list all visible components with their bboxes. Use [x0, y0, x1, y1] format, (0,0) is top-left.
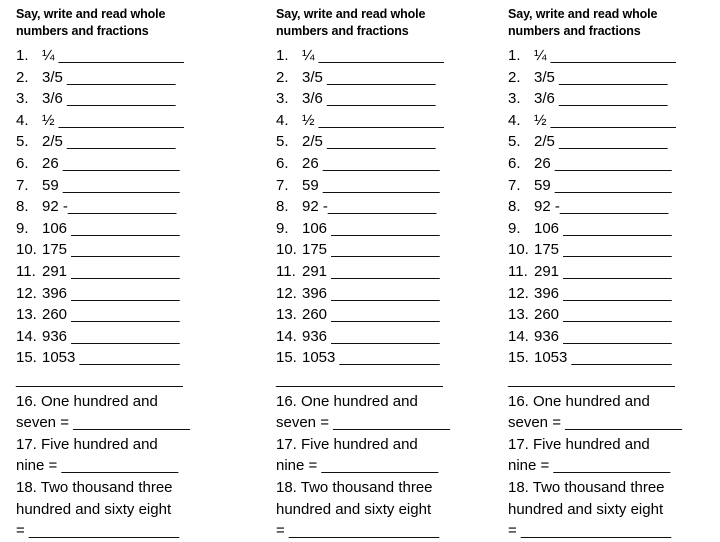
- question-line: [508, 218, 672, 240]
- question-number: 4.: [276, 111, 289, 129]
- question-text: 936 _____________: [534, 327, 672, 345]
- question-text: 291 _____________: [302, 263, 440, 280]
- question-line: [16, 196, 176, 218]
- question-line: [276, 347, 440, 369]
- question-line: [508, 283, 672, 305]
- question-text: 17. Five hundred and: [508, 435, 650, 453]
- question-number: 2.: [508, 68, 521, 86]
- question-text: 16. One hundred and: [508, 392, 650, 410]
- question-line: [276, 45, 444, 67]
- question-number: 11.: [276, 263, 296, 280]
- question-text: 16. One hundred and: [16, 392, 158, 410]
- question-text: = __________________: [508, 522, 672, 540]
- question-text: 3/6 _____________: [302, 90, 436, 108]
- question-number: 5.: [16, 133, 29, 151]
- question-line: [508, 131, 667, 153]
- question-line: [276, 499, 431, 521]
- question-text: ¼ _______________: [534, 47, 676, 64]
- question-line: [508, 196, 668, 218]
- question-number: 4.: [508, 111, 521, 129]
- question-number: 9.: [276, 219, 289, 237]
- question-number: 7.: [508, 176, 521, 194]
- worksheet-title: Say, write and read whole numbers and fractions: [508, 7, 658, 38]
- question-text: = __________________: [276, 522, 440, 540]
- question-line: [276, 434, 418, 456]
- question-line: [16, 239, 180, 261]
- question-text: ½ _______________: [534, 111, 676, 129]
- question-text: 175 _____________: [534, 241, 672, 259]
- question-line: [276, 391, 418, 413]
- question-text: 260 _____________: [302, 306, 440, 324]
- question-line: [16, 412, 190, 434]
- question-text: nine = ______________: [276, 457, 439, 475]
- question-line: [276, 218, 440, 240]
- question-text: hundred and sixty eight: [276, 500, 432, 518]
- question-line: [16, 347, 180, 369]
- question-text: 26 ______________: [302, 155, 440, 172]
- question-line: [508, 369, 675, 391]
- question-number: 6.: [276, 155, 289, 172]
- question-number: 15.: [508, 349, 529, 367]
- question-number: 4.: [16, 111, 29, 129]
- question-line: [276, 196, 436, 218]
- question-line: [16, 67, 175, 89]
- question-line: [16, 218, 180, 240]
- question-text: 396 _____________: [42, 284, 180, 302]
- question-line: [16, 283, 180, 305]
- question-text: seven = ______________: [276, 414, 450, 432]
- question-text: 1053 ____________: [534, 349, 672, 367]
- question-text: 2/5 _____________: [42, 133, 176, 151]
- question-number: 12.: [508, 284, 529, 302]
- question-text: 3/6 _____________: [534, 90, 668, 108]
- question-text: 106 _____________: [534, 219, 672, 237]
- question-line: [276, 261, 440, 283]
- question-number: 2.: [16, 68, 29, 86]
- question-line: [508, 326, 672, 348]
- worksheet-title: Say, write and read whole numbers and fractions: [276, 7, 426, 38]
- question-line: [16, 175, 180, 197]
- question-number: 13.: [276, 306, 297, 324]
- question-line: [276, 110, 444, 132]
- question-text: 3/5 _____________: [42, 68, 176, 86]
- question-text: 17. Five hundred and: [276, 435, 418, 453]
- question-line: [508, 175, 672, 197]
- question-text: ____________________: [508, 371, 675, 388]
- question-text: 396 _____________: [302, 284, 440, 302]
- question-number: 1.: [16, 47, 29, 64]
- question-line: [508, 110, 676, 132]
- question-number: 14.: [508, 327, 529, 345]
- question-line: [16, 477, 173, 499]
- question-line: [16, 499, 171, 521]
- question-line: [16, 434, 158, 456]
- question-line: [16, 45, 184, 67]
- question-text: ¼ _______________: [42, 47, 184, 64]
- question-number: 6.: [508, 155, 521, 172]
- question-line: [276, 239, 440, 261]
- question-number: 12.: [16, 284, 37, 302]
- question-text: ½ _______________: [42, 111, 184, 129]
- question-text: nine = ______________: [16, 457, 179, 475]
- question-number: 15.: [16, 349, 37, 367]
- question-text: 26 ______________: [42, 155, 180, 172]
- question-line: [508, 304, 672, 326]
- question-line: [508, 455, 670, 477]
- question-text: 1053 ____________: [302, 349, 440, 367]
- question-line: [16, 520, 179, 542]
- question-text: 17. Five hundred and: [16, 435, 158, 453]
- question-number: 14.: [16, 327, 37, 345]
- question-text: 291 _____________: [534, 263, 672, 280]
- question-line: [276, 67, 435, 89]
- question-number: 3.: [16, 90, 29, 108]
- question-number: 1.: [276, 47, 289, 64]
- question-number: 11.: [16, 263, 36, 280]
- question-line: [508, 499, 663, 521]
- question-text: seven = ______________: [508, 414, 682, 432]
- question-text: 175 _____________: [42, 241, 180, 259]
- question-text: 260 _____________: [42, 306, 180, 324]
- question-line: [276, 153, 440, 175]
- question-line: [16, 153, 180, 175]
- question-text: 3/6 _____________: [42, 90, 176, 108]
- question-line: [276, 520, 439, 542]
- question-number: 9.: [16, 219, 29, 237]
- question-text: 2/5 _____________: [302, 133, 436, 151]
- question-line: [276, 455, 438, 477]
- question-line: [508, 347, 672, 369]
- question-text: 936 _____________: [42, 327, 180, 345]
- question-text: ½ _______________: [302, 111, 444, 129]
- question-number: 7.: [16, 176, 29, 194]
- question-number: 3.: [508, 90, 521, 108]
- question-number: 3.: [276, 90, 289, 108]
- question-text: 396 _____________: [534, 284, 672, 302]
- question-line: [16, 304, 180, 326]
- question-line: [16, 391, 158, 413]
- question-number: 15.: [276, 349, 297, 367]
- question-number: 6.: [16, 155, 29, 172]
- question-text: hundred and sixty eight: [508, 500, 664, 518]
- question-text: nine = ______________: [508, 457, 671, 475]
- question-line: [508, 412, 682, 434]
- question-number: 10.: [16, 241, 37, 259]
- question-number: 1.: [508, 47, 521, 64]
- question-number: 7.: [276, 176, 289, 194]
- question-number: 8.: [276, 198, 289, 216]
- question-number: 10.: [276, 241, 297, 259]
- question-number: 10.: [508, 241, 529, 259]
- question-text: 59 ______________: [534, 176, 672, 194]
- question-text: 59 ______________: [42, 176, 180, 194]
- question-text: = __________________: [16, 522, 180, 540]
- question-line: [16, 110, 184, 132]
- question-line: [508, 67, 667, 89]
- worksheet-title: Say, write and read whole numbers and fractions: [16, 7, 166, 38]
- question-line: [276, 412, 450, 434]
- question-line: [508, 477, 665, 499]
- question-number: 9.: [508, 219, 521, 237]
- question-number: 8.: [508, 198, 521, 216]
- question-line: [508, 88, 667, 110]
- question-text: 92 -_____________: [534, 198, 669, 216]
- question-text: 260 _____________: [534, 306, 672, 324]
- question-text: ¼ _______________: [302, 47, 444, 64]
- question-number: 11.: [508, 263, 528, 280]
- question-text: ____________________: [16, 371, 183, 388]
- question-line: [508, 239, 672, 261]
- question-text: 2/5 _____________: [534, 133, 668, 151]
- question-text: 1053 ____________: [42, 349, 180, 367]
- question-line: [508, 153, 672, 175]
- question-line: [16, 369, 183, 391]
- question-text: 3/5 _____________: [302, 68, 436, 86]
- question-text: 26 ______________: [534, 155, 672, 172]
- question-text: 3/5 _____________: [534, 68, 668, 86]
- question-line: [276, 283, 440, 305]
- question-line: [16, 326, 180, 348]
- question-line: [16, 131, 175, 153]
- question-line: [276, 477, 433, 499]
- question-line: [508, 520, 671, 542]
- question-number: 8.: [16, 198, 29, 216]
- question-line: [508, 391, 650, 413]
- question-line: [276, 175, 440, 197]
- question-number: 2.: [276, 68, 289, 86]
- question-line: [16, 88, 175, 110]
- question-text: ____________________: [276, 371, 443, 388]
- question-number: 13.: [508, 306, 529, 324]
- question-line: [276, 369, 443, 391]
- question-text: 936 _____________: [302, 327, 440, 345]
- question-line: [276, 88, 435, 110]
- question-text: 106 _____________: [302, 219, 440, 237]
- question-text: 18. Two thousand three: [508, 479, 665, 496]
- question-text: seven = ______________: [16, 414, 190, 432]
- question-line: [508, 434, 650, 456]
- question-number: 13.: [16, 306, 37, 324]
- question-text: 175 _____________: [302, 241, 440, 259]
- question-line: [16, 261, 180, 283]
- question-text: 16. One hundred and: [276, 392, 418, 410]
- question-number: 5.: [276, 133, 289, 151]
- question-number: 12.: [276, 284, 297, 302]
- question-text: 92 -_____________: [302, 198, 437, 216]
- question-text: 291 _____________: [42, 263, 180, 280]
- question-line: [276, 131, 435, 153]
- question-line: [508, 45, 676, 67]
- question-text: hundred and sixty eight: [16, 500, 172, 518]
- question-number: 5.: [508, 133, 521, 151]
- question-text: 59 ______________: [302, 176, 440, 194]
- question-number: 14.: [276, 327, 297, 345]
- question-line: [16, 455, 178, 477]
- question-line: [276, 304, 440, 326]
- question-line: [276, 326, 440, 348]
- question-text: 106 _____________: [42, 219, 180, 237]
- question-text: 92 -_____________: [42, 198, 177, 216]
- question-line: [508, 261, 672, 283]
- question-text: 18. Two thousand three: [276, 479, 433, 496]
- question-text: 18. Two thousand three: [16, 479, 173, 496]
